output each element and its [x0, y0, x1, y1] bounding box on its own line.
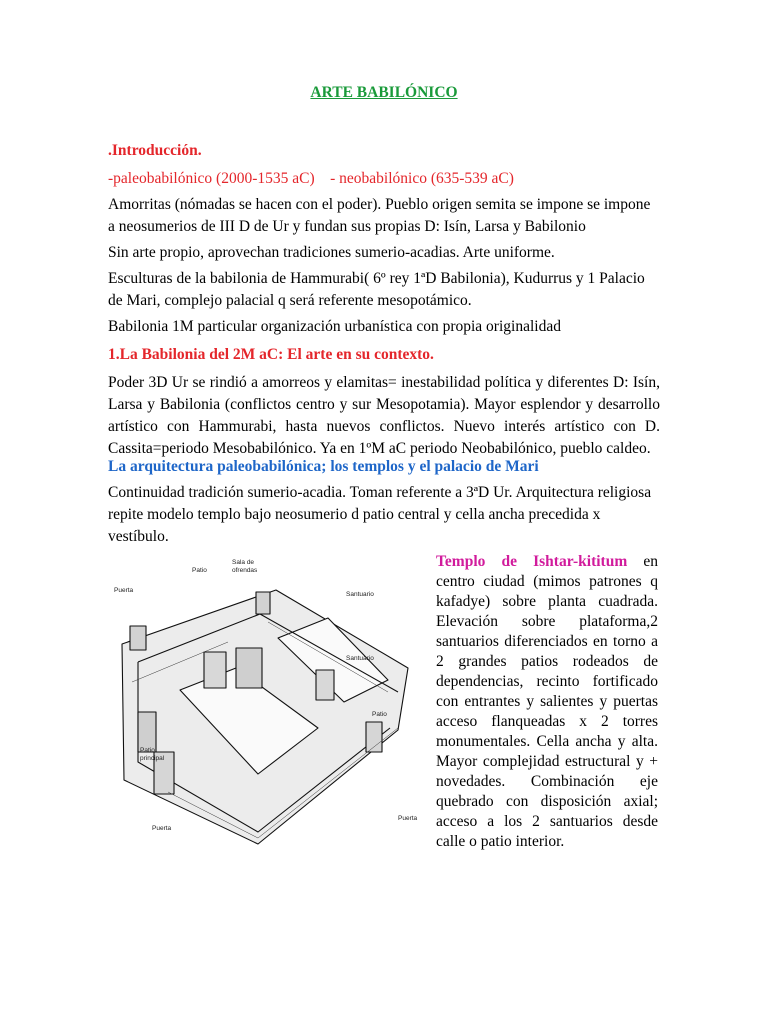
intro-heading: .Introducción.: [108, 142, 202, 159]
label-puerta-top: Puerta: [114, 587, 134, 594]
label-sala-ofrendas: ofrendas: [232, 567, 258, 574]
label-patio-principal: Patio: [140, 747, 155, 754]
label-santuario-mid: Santuario: [346, 655, 374, 662]
temple-name: Templo de Ishtar-kititum: [436, 553, 628, 570]
temple-plan-figure: [108, 552, 428, 864]
label-puerta-right: Puerta: [398, 815, 418, 822]
periods-line: [108, 168, 660, 190]
section1-text: Poder 3D Ur se rindió a amorreos y elamitas= inestabilidad política y diferentes D: Isín, Larsa y Babilonia (conflictos centro y sur Mesopotamia). Mayor esplendor y desarrollo artístico con Hammurabi, hasta nuevos conflictos. Nuevo interés artístico con D. Cassita=periodo Mesobabilónico. Ya en 1ºM aC periodo Neobabilónico, pueblo caldeo.: [108, 374, 660, 457]
label-santuario-top: Santuario: [346, 591, 374, 598]
label-patio-principal-2: principal: [140, 755, 165, 762]
section1-heading: 1.La Babilonia del 2M aC: El arte en su contexto.: [108, 346, 434, 363]
paragraph-esculturas: Esculturas de la babilonia de Hammurabi( 6º rey 1ªD Babilonia), Kudurrus y 1 Palacio de Mari, complejo palacial q será referente mesopotámico.: [108, 270, 645, 309]
page-title: ARTE BABILÓNICO: [310, 84, 458, 101]
temple-description: [436, 552, 658, 852]
label-puerta-bottom: Puerta: [152, 825, 172, 832]
section2-heading: La arquitectura paleobabilónica; los templos y el palacio de Mari: [108, 458, 539, 475]
label-patio: Patio: [192, 567, 207, 574]
label-patio-right: Patio: [372, 711, 387, 718]
temple-description-text: en centro ciudad (mimos patrones q kafadye) sobre planta cuadrada. Elevación sobre plataforma,2 santuarios diferenciados en torno a 2 grandes patios rodeados de dependencias, recinto fortificado con entrantes y salientes y puertas acceso flanqueadas x 2 torres monumentales. Cella ancha y alta. Mayor complejidad estructural y + novedades. Combinación eje quebrado con disposición axial; acceso a los 2 santuarios desde calle o patio interior.: [436, 553, 658, 850]
paragraph-amorritas: Amorritas (nómadas se hacen con el poder). Pueblo origen semita se impone se impone a neosumerios de III D de Ur y fundan sus propias D: Isín, Larsa y Babilonio: [108, 196, 651, 235]
label-sala: Sala de: [232, 559, 255, 566]
period-neo: - neobabilónico (635-539 aC): [330, 170, 514, 187]
period-paleo: -paleobabilónico (2000-1535 aC): [108, 170, 315, 187]
paragraph-sin-arte: Sin arte propio, aprovechan tradiciones sumerio-acadias. Arte uniforme.: [108, 244, 555, 261]
paragraph-babilonia: Babilonia 1M particular organización urbanística con propia originalidad: [108, 318, 561, 335]
section2-text: Continuidad tradición sumerio-acadia. Toman referente a 3ªD Ur. Arquitectura religiosa repite modelo templo bajo neosumerio d patio central y cella ancha precedida x vestíbulo.: [108, 484, 652, 545]
temple-axonometric-drawing: [108, 552, 428, 864]
